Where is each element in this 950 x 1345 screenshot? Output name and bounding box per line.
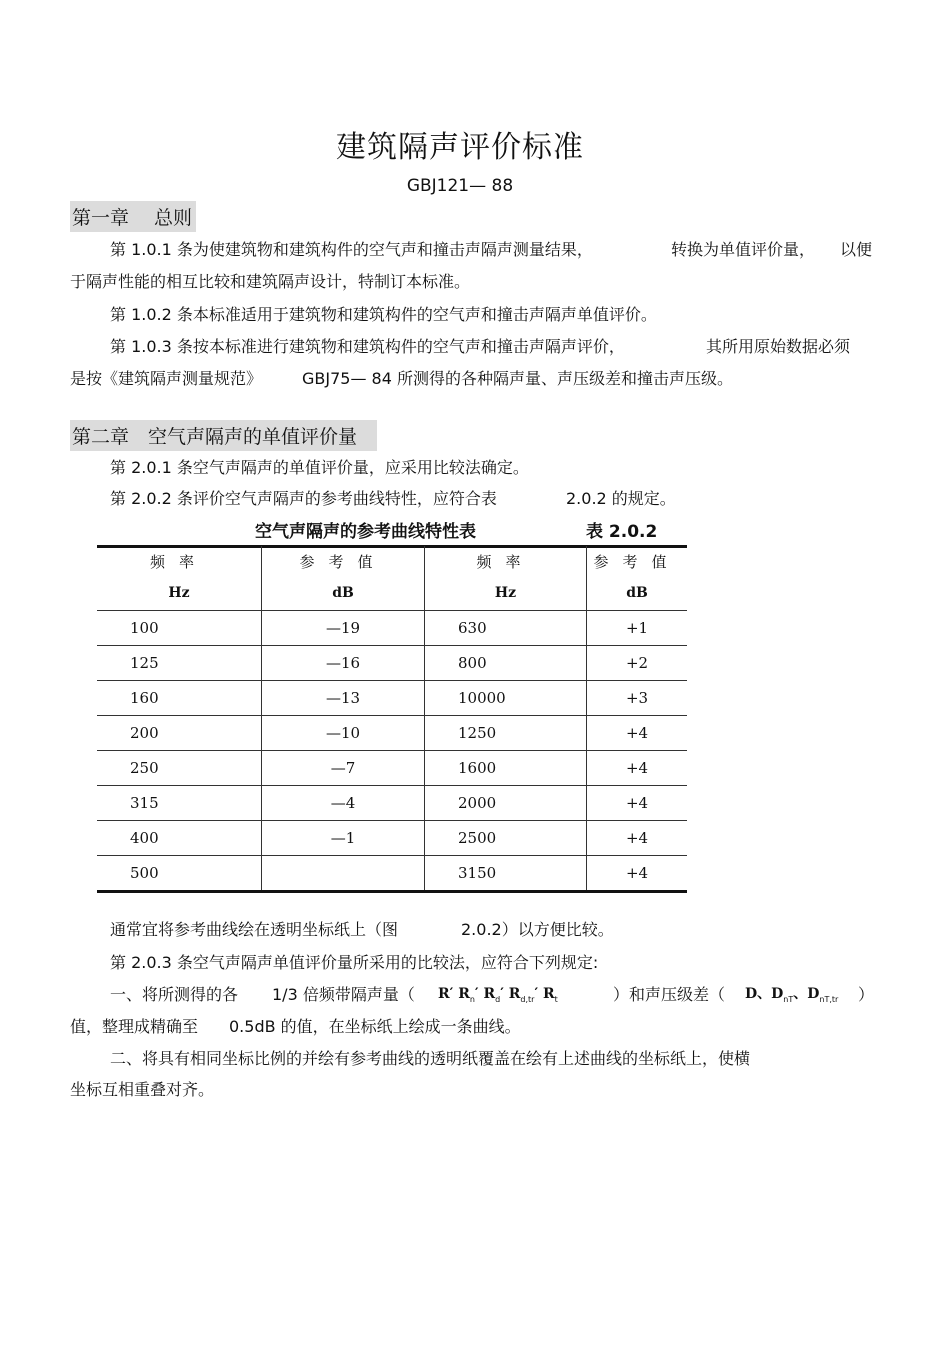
standard-code: GBJ121— 88 <box>406 176 514 196</box>
cell-freq-1: 125 <box>97 646 262 681</box>
unit-hz-1: Hz <box>97 576 262 611</box>
table-row <box>97 681 687 716</box>
cell-freq-2: 1600 <box>425 751 587 786</box>
clause-1-0-3-part2: 其所用原始数据必须 <box>706 337 851 356</box>
clause-1-0-1-part3: 以便 <box>840 240 873 259</box>
sound-reduction-symbols: R′ $R_n'$ $R_d'$ $R_{d,tr}'$ $R_t$ <box>438 986 558 1005</box>
table-unit-row <box>97 576 687 611</box>
cell-ref-1 <box>262 856 425 892</box>
cell-freq-2: 3150 <box>425 856 587 892</box>
level-difference-symbols: D、$D_{nT}$、$D_{nT,tr}$ <box>745 986 839 1005</box>
unit-db-1: dB <box>262 576 425 611</box>
note-part2: 2.0.2）以方便比较。 <box>461 920 614 939</box>
clause-1-0-3-cont1: 是按《建筑隔声测量规范》 <box>70 369 263 388</box>
cell-freq-2: 10000 <box>425 681 587 716</box>
table-row <box>97 716 687 751</box>
rule-1-part2: 1/3 倍频带隔声量（ <box>272 985 415 1004</box>
cell-freq-2: 2500 <box>425 821 587 856</box>
clause-2-0-2-part2: 2.0.2 的规定。 <box>566 489 676 508</box>
cell-ref-1: —16 <box>262 646 425 681</box>
rule-1-part4: ） <box>858 985 875 1004</box>
cell-ref-2: +3 <box>587 681 688 716</box>
cell-freq-2: 1250 <box>425 716 587 751</box>
cell-ref-2: +2 <box>587 646 688 681</box>
cell-freq-2: 800 <box>425 646 587 681</box>
table-title: 空气声隔声的参考曲线特性表 <box>255 522 476 542</box>
table-row <box>97 786 687 821</box>
clause-2-0-1: 第 2.0.1 条空气声隔声的单值评价量，应采用比较法确定。 <box>110 458 529 477</box>
clause-2-0-2-part1: 第 2.0.2 条评价空气声隔声的参考曲线特性，应符合表 <box>110 489 497 508</box>
cell-ref-1: —4 <box>262 786 425 821</box>
table-row <box>97 646 687 681</box>
rule-1-part3: ）和声压级差（ <box>613 985 726 1004</box>
clause-1-0-2: 第 1.0.2 条本标准适用于建筑物和建筑构件的空气声和撞击声隔声单值评价。 <box>110 305 657 324</box>
table-row <box>97 856 687 892</box>
reference-curve-table <box>97 546 687 893</box>
chapter-1-heading: 第一章 总则 <box>70 201 196 232</box>
cell-freq-1: 250 <box>97 751 262 786</box>
header-reference-2: 参考值 <box>587 546 688 576</box>
cell-ref-1: —10 <box>262 716 425 751</box>
cell-freq-1: 100 <box>97 611 262 646</box>
cell-ref-2: +1 <box>587 611 688 646</box>
cell-freq-1: 315 <box>97 786 262 821</box>
header-frequency-1: 频率 <box>149 552 208 571</box>
rule-1-cont2: 0.5dB 的值，在坐标纸上绘成一条曲线。 <box>229 1017 521 1036</box>
cell-freq-2: 2000 <box>425 786 587 821</box>
rule-2-cont: 坐标互相重叠对齐。 <box>70 1080 215 1099</box>
cell-ref-2: +4 <box>587 751 688 786</box>
rule-1-part1: 一、将所测得的各 <box>110 985 239 1004</box>
clause-1-0-3-part1: 第 1.0.3 条按本标准进行建筑物和建筑构件的空气声和撞击声隔声评价， <box>110 337 625 356</box>
note-part1: 通常宜将参考曲线绘在透明坐标纸上（图 <box>110 920 399 939</box>
table-row <box>97 821 687 856</box>
cell-ref-2: +4 <box>587 716 688 751</box>
unit-hz-2: Hz <box>425 576 587 611</box>
clause-1-0-1-cont: 于隔声性能的相互比较和建筑隔声设计，特制订本标准。 <box>70 272 471 291</box>
header-frequency-2: 频率 <box>425 546 587 576</box>
unit-db-2: dB <box>587 576 688 611</box>
header-reference-1: 参考值 <box>262 546 425 576</box>
cell-ref-1: —19 <box>262 611 425 646</box>
clause-1-0-3-cont2: GBJ75— 84 所测得的各种隔声量、声压级差和撞击声压级。 <box>302 369 733 388</box>
table-row <box>97 751 687 786</box>
clause-1-0-1-part2: 转换为单值评价量， <box>671 240 816 259</box>
cell-ref-2: +4 <box>587 786 688 821</box>
cell-freq-1: 400 <box>97 821 262 856</box>
cell-ref-1: —7 <box>262 751 425 786</box>
cell-ref-1: —1 <box>262 821 425 856</box>
document-title: 建筑隔声评价标准 <box>336 130 584 165</box>
table-header-row <box>97 546 687 576</box>
chapter-2-heading: 第二章 空气声隔声的单值评价量 <box>70 420 377 451</box>
cell-ref-2: +4 <box>587 821 688 856</box>
cell-freq-1: 500 <box>97 856 262 892</box>
cell-freq-2: 630 <box>425 611 587 646</box>
clause-2-0-3: 第 2.0.3 条空气声隔声单值评价量所采用的比较法，应符合下列规定: <box>110 953 599 972</box>
table-row <box>97 611 687 646</box>
rule-2: 二、将具有相同坐标比例的并绘有参考曲线的透明纸覆盖在绘有上述曲线的坐标纸上，使横 <box>110 1049 751 1068</box>
cell-ref-2: +4 <box>587 856 688 892</box>
clause-1-0-1-part1: 第 1.0.1 条为使建筑物和建筑构件的空气声和撞击声隔声测量结果， <box>110 240 593 259</box>
rule-1-cont1: 值，整理成精确至 <box>70 1017 199 1036</box>
cell-ref-1: —13 <box>262 681 425 716</box>
cell-freq-1: 200 <box>97 716 262 751</box>
table-number: 表 2.0.2 <box>586 522 658 542</box>
cell-freq-1: 160 <box>97 681 262 716</box>
